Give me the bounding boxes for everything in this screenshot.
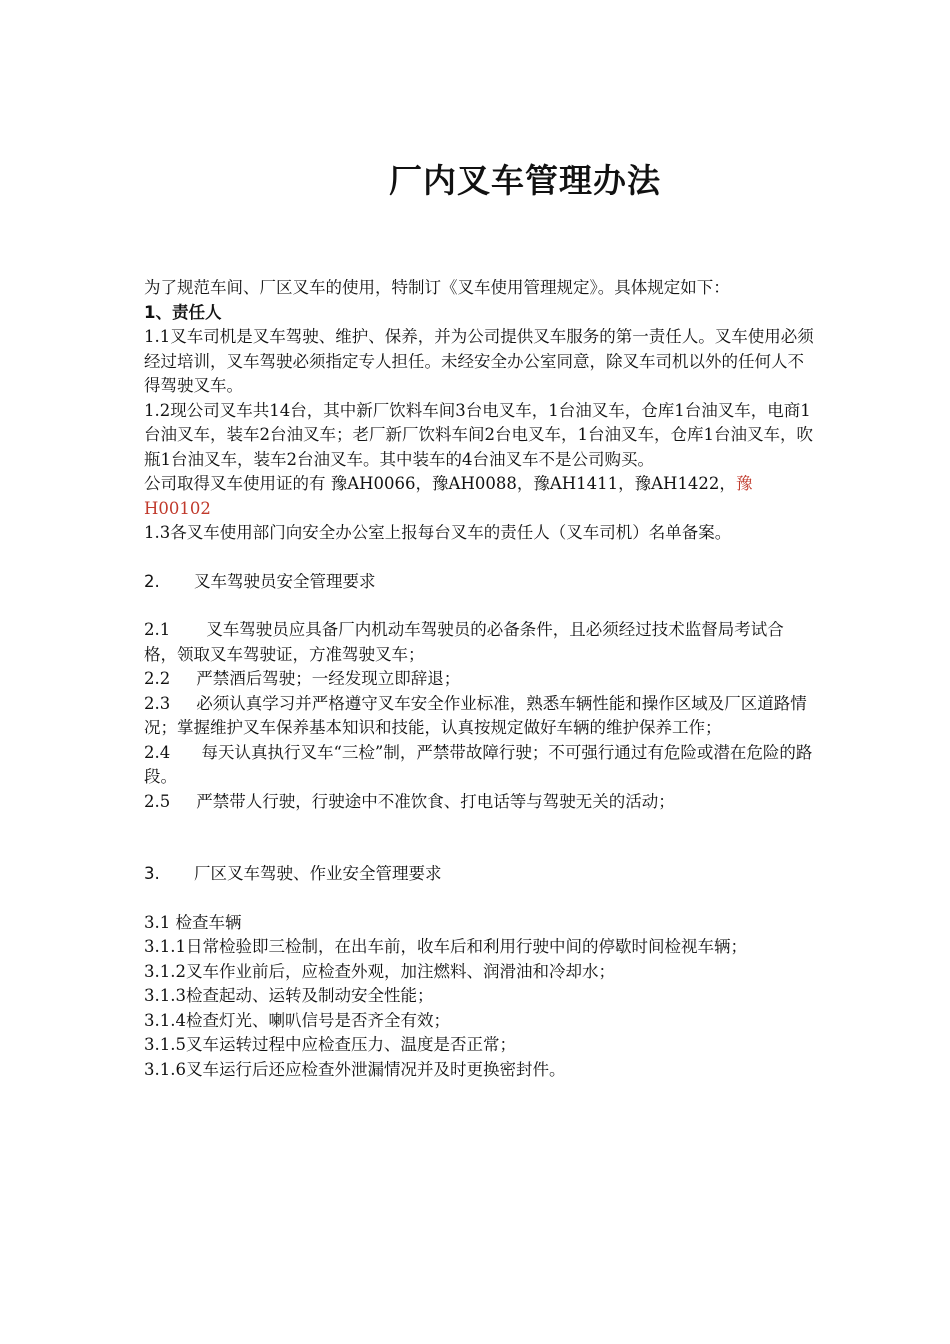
section-1-2-paragraph: 1.2现公司叉车共14台，其中新厂饮料车间3台电叉车，1台油叉车，仓库1台油叉车，电商1台油叉车，装车2台油叉车；老厂新厂饮料车间2台电叉车，1台油叉车，仓库1台油叉车，吹瓶1台油叉车，装车2台油叉车。其中装车的4台油叉车不是公司购买。 bbox=[144, 400, 813, 469]
item-text: 必须认真学习并严格遵守叉车安全作业标准，熟悉车辆性能和操作区域及厂区道路情况；掌握维护叉车保养基本知识和技能，认真按规定做好车辆的维护保养工作； bbox=[144, 693, 807, 737]
section-2-title: 叉车驾驶员安全管理要求 bbox=[194, 571, 376, 591]
section-3-item: 3.1.1日常检验即三检制，在出车前，收车后和利用行驶中间的停歇时间检视车辆； bbox=[144, 937, 747, 956]
item-text: 严禁带人行驶，行驶途中不准饮食、打电话等与驾驶无关的活动； bbox=[196, 791, 675, 811]
section-2-item bbox=[144, 692, 814, 741]
section-3-heading bbox=[144, 862, 814, 887]
intro-paragraph: 为了规范车间、厂区叉车的使用，特制订《叉车使用管理规定》。具体规定如下： bbox=[144, 278, 730, 297]
section-1-3-paragraph: 1.3各叉车使用部门向安全办公室上报每台叉车的责任人（叉车司机）名单备案。 bbox=[144, 523, 732, 542]
section-2-heading bbox=[144, 570, 814, 595]
section-3-title: 厂区叉车驾驶、作业安全管理要求 bbox=[194, 864, 442, 883]
section-3-item: 3.1.2叉车作业前后，应检查外观，加注燃料、润滑油和冷却水； bbox=[144, 961, 615, 981]
license-highlight-text: 豫H00102 bbox=[144, 474, 753, 518]
item-number: 2.5 bbox=[144, 791, 171, 811]
item-text: 严禁酒后驾驶；一经发现立即辞退； bbox=[196, 669, 461, 688]
section-3-1-heading: 3.1 检查车辆 bbox=[144, 912, 242, 932]
section-2-item bbox=[144, 667, 814, 692]
item-number: 2.2 bbox=[144, 669, 171, 688]
section-1-heading: 1、责任人 bbox=[144, 302, 222, 322]
item-number: 2.1 bbox=[144, 620, 171, 639]
section-2-item bbox=[144, 790, 814, 815]
section-3-item: 3.1.3检查起动、运转及制动安全性能； bbox=[144, 986, 434, 1005]
section-2-number: 2. bbox=[144, 571, 160, 591]
section-2-item bbox=[144, 618, 814, 667]
document-body bbox=[144, 276, 814, 1082]
item-text: 叉车驾驶员应具备厂内机动车驾驶员的必备条件，且必须经过技术监督局考试合格，领取叉车驾驶证，方准驾驶叉车； bbox=[144, 620, 784, 664]
section-3-number: 3. bbox=[144, 864, 160, 883]
item-text: 每天认真执行叉车“三检”制，严禁带故障行驶；不可强行通过有危险或潜在危险的路段。 bbox=[144, 742, 813, 786]
section-3-item: 3.1.5叉车运转过程中应检查压力、温度是否正常； bbox=[144, 1035, 516, 1054]
license-list-text: 公司取得叉车使用证的有 豫AH0066，豫AH0088，豫AH1411，豫AH1422， bbox=[144, 474, 736, 493]
section-1-1-paragraph: 1.1叉车司机是叉车驾驶、维护、保养，并为公司提供叉车服务的第一责任人。叉车使用必须经过培训，叉车驾驶必须指定专人担任。未经安全办公室同意，除叉车司机以外的任何人不得驾驶叉车。 bbox=[144, 327, 814, 395]
item-number: 2.4 bbox=[144, 742, 171, 762]
section-2-item bbox=[144, 741, 814, 790]
section-3-item: 3.1.4检查灯光、喇叭信号是否齐全有效； bbox=[144, 1010, 450, 1030]
item-number: 2.3 bbox=[144, 693, 171, 713]
document-title: 厂内叉车管理办法 bbox=[389, 161, 661, 200]
license-paragraph bbox=[144, 472, 814, 521]
section-3-item: 3.1.6叉车运行后还应检查外泄漏情况并及时更换密封件。 bbox=[144, 1059, 566, 1079]
